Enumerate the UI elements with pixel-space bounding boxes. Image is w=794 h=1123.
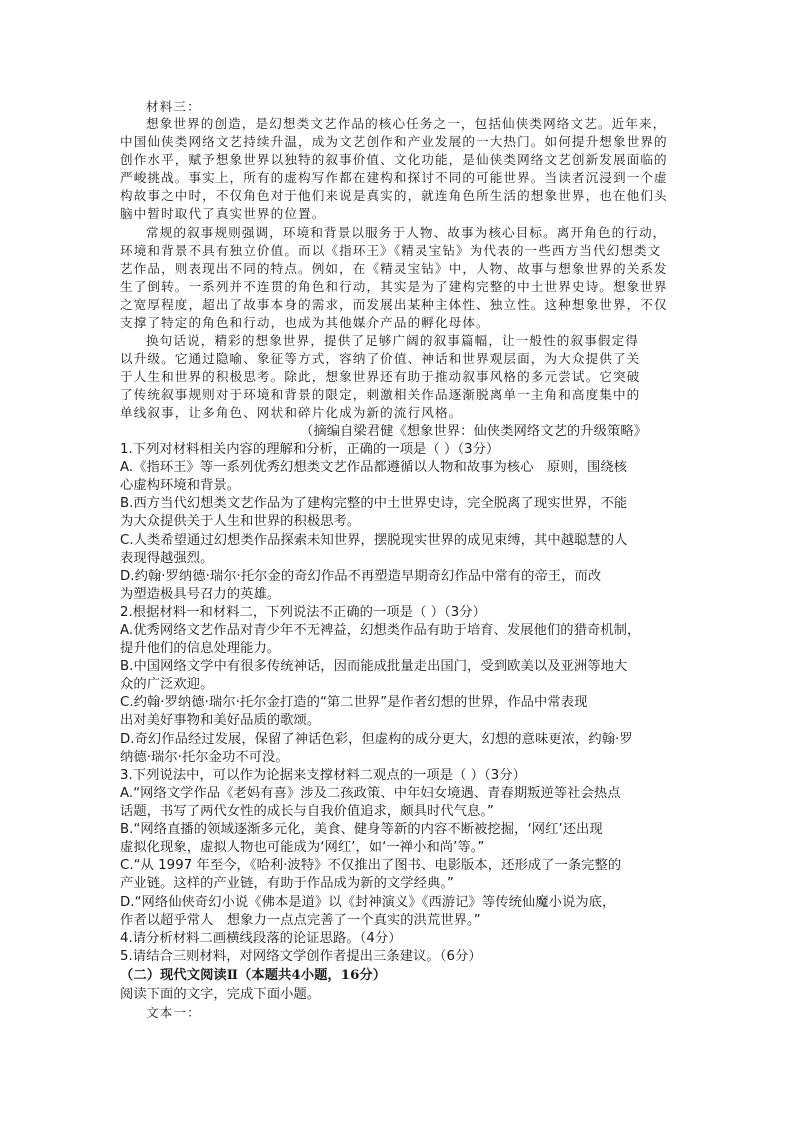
material-heading: 材料三： — [146, 99, 201, 114]
text-line: 中国仙侠类网络文艺持续升温，成为文艺创作和产业发展的一大热门。如何提升想象世界的 — [120, 134, 668, 149]
text-line: 之宽厚程度，超出了故事本身的需求，而发展出某种主体性、独立性。这种想象世界，不仅 — [120, 297, 668, 312]
question-2-stem: 2.根据材料一和材料二，下列说法不正确的一项是（ ）（3分） — [120, 605, 486, 620]
question-3-option-a-cont: 话题，书写了两代女性的成长与自我价值追求，颇具时代气息。” — [120, 804, 494, 819]
section-heading: （二）现代文阅读Ⅱ（本题共4小题，16分） — [120, 968, 387, 983]
text-line: 环境和背景不具有独立价值。而以《指环王》《精灵宝钻》为代表的一些西方当代幻想类文 — [120, 243, 662, 258]
text-line: 想象世界的创造，是幻想类文艺作品的核心任务之一，包括仙侠类网络文艺。近年来， — [146, 116, 667, 131]
source-citation: （摘编自梁君健《想象世界：仙侠类网络文艺的升级策略》 — [300, 424, 648, 439]
question-2-option-b: B.中国网络文学中有很多传统神话，因而能成批量走出国门，受到欧美以及亚洲等地大 — [120, 659, 628, 674]
text-line: 严峻挑战。事实上，所有的虚构写作都在建构和探讨不同的可能世界。当读者沉浸到一个虚 — [120, 170, 668, 185]
question-1-stem: 1.下列对材料相关内容的理解和分析，正确的一项是（ ）（3分） — [120, 442, 500, 457]
question-2-option-c-cont: 出对美好事物和美好品质的歌颂。 — [120, 713, 321, 728]
text-line: 支撑了特定的角色和行动，也成为其他媒介产品的孵化母体。 — [120, 315, 490, 330]
text-line: 于人生和世界的积极思考。除此，想象世界还有助于推动叙事风格的多元尝试。它突破 — [120, 369, 641, 384]
question-1-option-c-cont: 表现得越强烈。 — [120, 551, 214, 566]
text-line: 构故事之中时，不仅角色对于他们来说是真实的，就连角色所生活的想象世界，也在他们头 — [120, 188, 668, 203]
question-1-option-d: D.约翰·罗纳德·瑞尔·托尔金的奇幻作品不再塑造早期奇幻作品中常有的帝王，而改 — [120, 569, 602, 584]
text-line: 脑中暂时取代了真实世界的位置。 — [120, 206, 326, 221]
section-instruction: 阅读下面的文字，完成下面小题。 — [120, 987, 321, 1002]
text-line: 单线叙事，让多角色、网状和碎片化成为新的流行风格。 — [120, 405, 463, 420]
question-3-option-b: B.“网络直播的领域逐渐多元化，美食、健身等新的内容不断被挖掘，‘网红’还出现 — [120, 822, 603, 837]
text-line: 以升级。它通过隐喻、象征等方式，容纳了价值、神话和世界观层面，为大众提供了关 — [120, 351, 641, 366]
text-1-heading: 文本一： — [146, 1005, 201, 1020]
question-3-option-a: A.“网络文学作品《老妈有喜》涉及二孩政策、中年妇女境遇、青春期叛逆等社会热点 — [120, 786, 621, 801]
question-1-option-b: B.西方当代幻想类文艺作品为了建构完整的中土世界史诗，完全脱离了现实世界，不能 — [120, 496, 628, 511]
question-2-option-d-cont: 纳德·瑞尔·托尔金功不可没。 — [120, 750, 289, 765]
question-1-option-c: C.人类希望通过幻想类作品探索未知世界，摆脱现实世界的成见束缚，其中越聪慧的人 — [120, 533, 628, 548]
question-4: 4.请分析材料二画横线段落的论证思路。（4分） — [120, 931, 402, 946]
text-line: 艺作品，则表现出不同的特点。例如，在《精灵宝钻》中，人物、故事与想象世界的关系发 — [120, 261, 668, 276]
question-3-option-d: D.“网络仙侠奇幻小说《佛本是道》以《封神演义》《西游记》等传统仙魔小说为底， — [120, 895, 616, 910]
question-3-option-b-cont: 虚拟化现象，虚拟人物也可能成为‘网红’，如‘一禅小和尚’等。” — [120, 840, 485, 855]
text-line: 了传统叙事规则对于环境和背景的限定，刺激相关作品逐渐脱离单一主角和高度集中的 — [120, 387, 641, 402]
question-3-option-c: C.“从 1997 年至今，《哈利·波特》不仅推出了图书、电影版本，还形成了一条完整的 — [120, 858, 622, 873]
question-3-option-d-cont: 作者以超乎常人 想象力一点点完善了一个真实的洪荒世界。” — [120, 913, 481, 928]
question-1-option-a-cont: 心虚构环境和背景。 — [120, 478, 241, 493]
question-2-option-b-cont: 众的广泛欢迎。 — [120, 677, 214, 692]
question-1-option-d-cont: 为塑造极具号召力的英雄。 — [120, 587, 281, 602]
question-5: 5.请结合三则材料，对网络文学创作者提出三条建议。（6分） — [120, 949, 482, 964]
question-2-option-a-cont: 提升他们的信息处理能力。 — [120, 641, 281, 656]
question-2-option-d: D.奇幻作品经过发展，保留了神话色彩，但虚构的成分更大，幻想的意味更浓，约翰·罗 — [120, 732, 633, 747]
text-line: 生了倒转。一系列并不连贯的角色和行动，其实是为了建构完整的中土世界史诗。想象世界 — [120, 279, 668, 294]
question-1-option-b-cont: 为大众提供关于人生和世界的积极思考。 — [120, 514, 361, 529]
question-2-option-c: C.约翰·罗纳德·瑞尔·托尔金打造的“第二世界”是作者幻想的世界，作品中常表现 — [120, 695, 588, 710]
text-line: 常规的叙事规则强调，环境和背景以服务于人物、故事为核心目标。离开角色的行动， — [146, 225, 667, 240]
question-1-option-a: A.《指环王》等一系列优秀幻想类文艺作品都遵循以人物和故事为核心 原则，围绕核 — [120, 460, 628, 475]
question-3-option-c-cont: 产业链。这样的产业链，有助于作品成为新的文学经典。” — [120, 876, 454, 891]
question-3-stem: 3.下列说法中，可以作为论据来支撑材料二观点的一项是（ ）（3分） — [120, 768, 526, 783]
text-line: 换句话说，精彩的想象世界，提供了足够广阔的叙事篇幅，让一般性的叙事假定得 — [146, 333, 639, 348]
text-line: 创作水平，赋予想象世界以独特的叙事价值、文化功能，是仙侠类网络文艺创新发展面临的 — [120, 152, 668, 167]
question-2-option-a: A.优秀网络文艺作品对青少年不无裨益，幻想类作品有助于培育、发展他们的猎奇机制， — [120, 623, 641, 638]
